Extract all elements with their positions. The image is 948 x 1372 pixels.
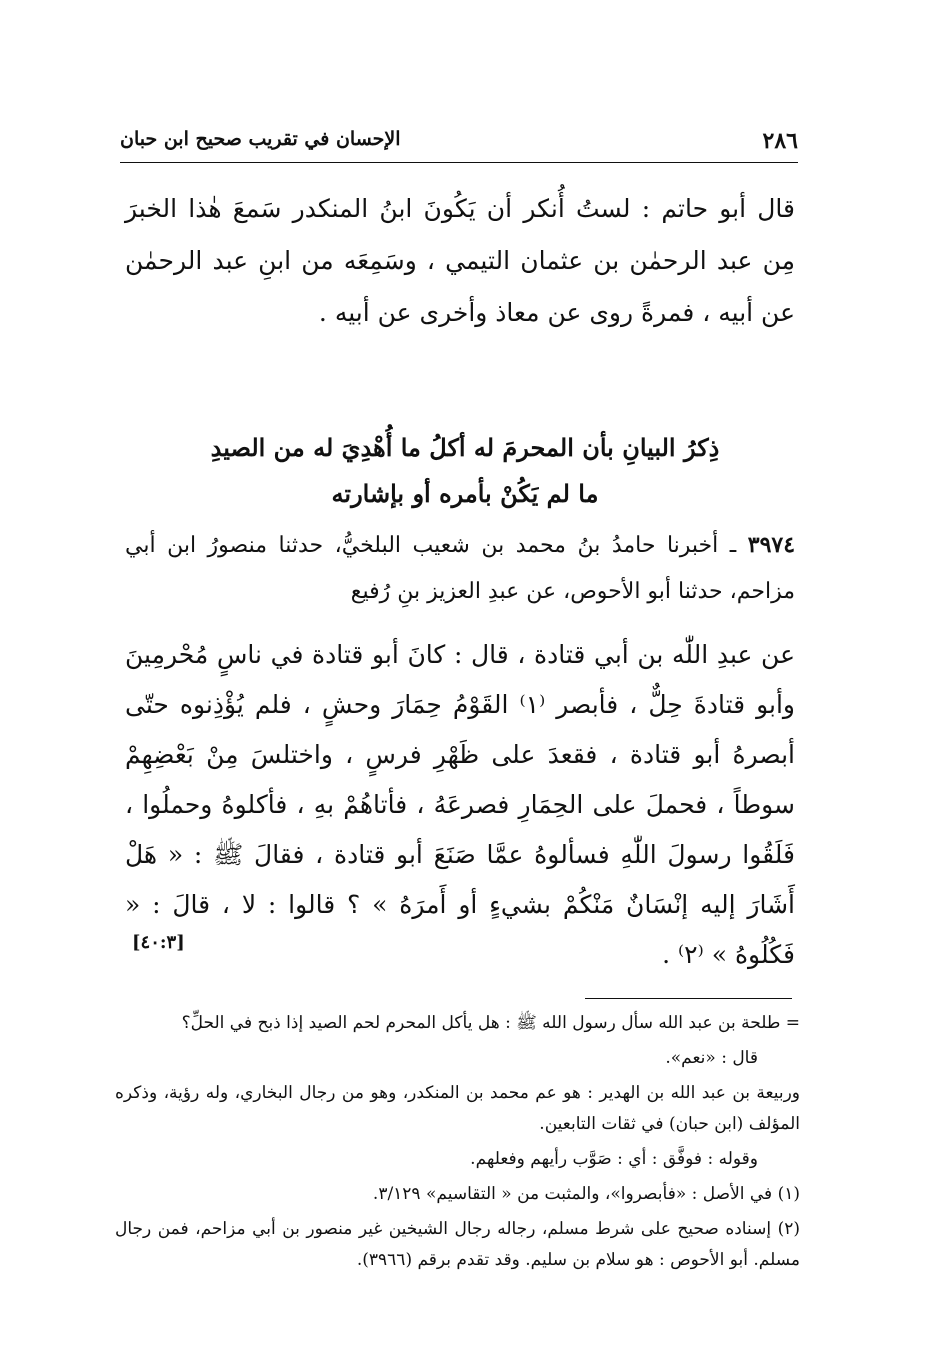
footnote-1: (١) في الأصل : «فأبصروا»، والمثبت من « التقاسيم» ٣/١٢٩. [372,1184,800,1204]
footnote-2: (٢) إسناده صحيح على شرط مسلم، رجاله رجال الشيخين غير منصور بن أبي مزاحم، فمن رجال مسلم. أبو الأحوص : هو سلام بن سليم. وقد تقدم برقم (٣٩٦٦). [115,1219,800,1270]
page-number: ٢٨٦ [762,128,798,154]
isnad-text: ـ أخبرنا حامدُ بنُ محمد بن شعيب البلخيُّ، حدثنا منصورُ ابن أبي مزاحم، حدثنا أبو الأحوص، عن عبدِ العزيز بنِ رُفيع [125,533,795,604]
footnote-rabia: وربيعة بن عبد الله بن الهدير : هو عم محمد بن المنكدر، وهو من رجال البخاري، وله رؤية، وذكره المؤلف (ابن حبان) في ثقات التابعين. [115,1083,800,1134]
hadith-number: ٣٩٧٤ [747,532,796,558]
source-reference: [٤٠:٣] [132,932,185,953]
footnote-continuation-line-2: قال : «نعم». [665,1048,758,1068]
chapter-heading-line-1: ذِكرُ البيانِ بأن المحرمَ له أكلُ ما أُهْدِيَ له من الصيدِ [210,433,720,462]
footnote-continuation-line-1: = طلحة بن عبد الله سأل رسول الله ﷺ : هل يأكل المحرم لحم الصيد إذا ذبح في الحلِّ؟ [181,1013,800,1033]
footnote-wafaqa: وقوله : فوفَّق : أي : صَوَّب رأيهم وفعلهم. [470,1149,758,1169]
hadith-matn: عن عبدِ اللّٰه بن أبي قتادة ، قال : كانَ أبو قتادة في ناسٍ مُحْرمِينَ وأبو قتادةَ حِلٌّ ، فأبصر ⁽١⁾ القَوْمُ حِمَارَ وحشٍ ، فلم يُؤْذِنوه حتّى أبصرهُ أبو قتادة ، فقعدَ على ظَهْرِ فرسٍ ، واختلسَ مِنْ بَعْضِهِمْ سوطاً ، فحملَ على الحِمَارِ فصرعَهُ ، فأتاهُمْ بهِ ، فأكلوهُ وحملُوا ، فَلَقُوا رسولَ اللّٰهِ فسألوهُ عمَّا صَنَعَ أبو قتادة ، فقالَ ﷺ : « هَلْ أَشَارَ إليه إنْسَانٌ مَنْكُمْ بشيءٍ أو أَمرَهُ » ؟ قالوا : لا ، قالَ : « فَكُلُوهُ » ⁽٢⁾ . [125,640,795,969]
footnote-divider [585,998,792,999]
chapter-heading-line-2: ما لم يَكُنْ بأمره أو بإشارته [331,479,599,508]
footnotes [115,1008,800,1280]
running-header [120,128,798,163]
hadith-isnad [125,522,795,615]
book-title: الإحسان في تقريب صحيح ابن حبان [120,128,401,150]
intro-paragraph: قال أبو حاتم : لستُ أُنكر أن يَكُونَ ابنُ المنكدر سَمعَ هٰذا الخبرَ مِن عبد الرحمٰن بن عثمان التيمي ، وسَمِعَه من ابنِ عبد الرحمٰن عن أبيه ، فمرةً روى عن معاذ وأخرى عن أبيه . [125,194,795,327]
chapter-heading [170,425,760,517]
